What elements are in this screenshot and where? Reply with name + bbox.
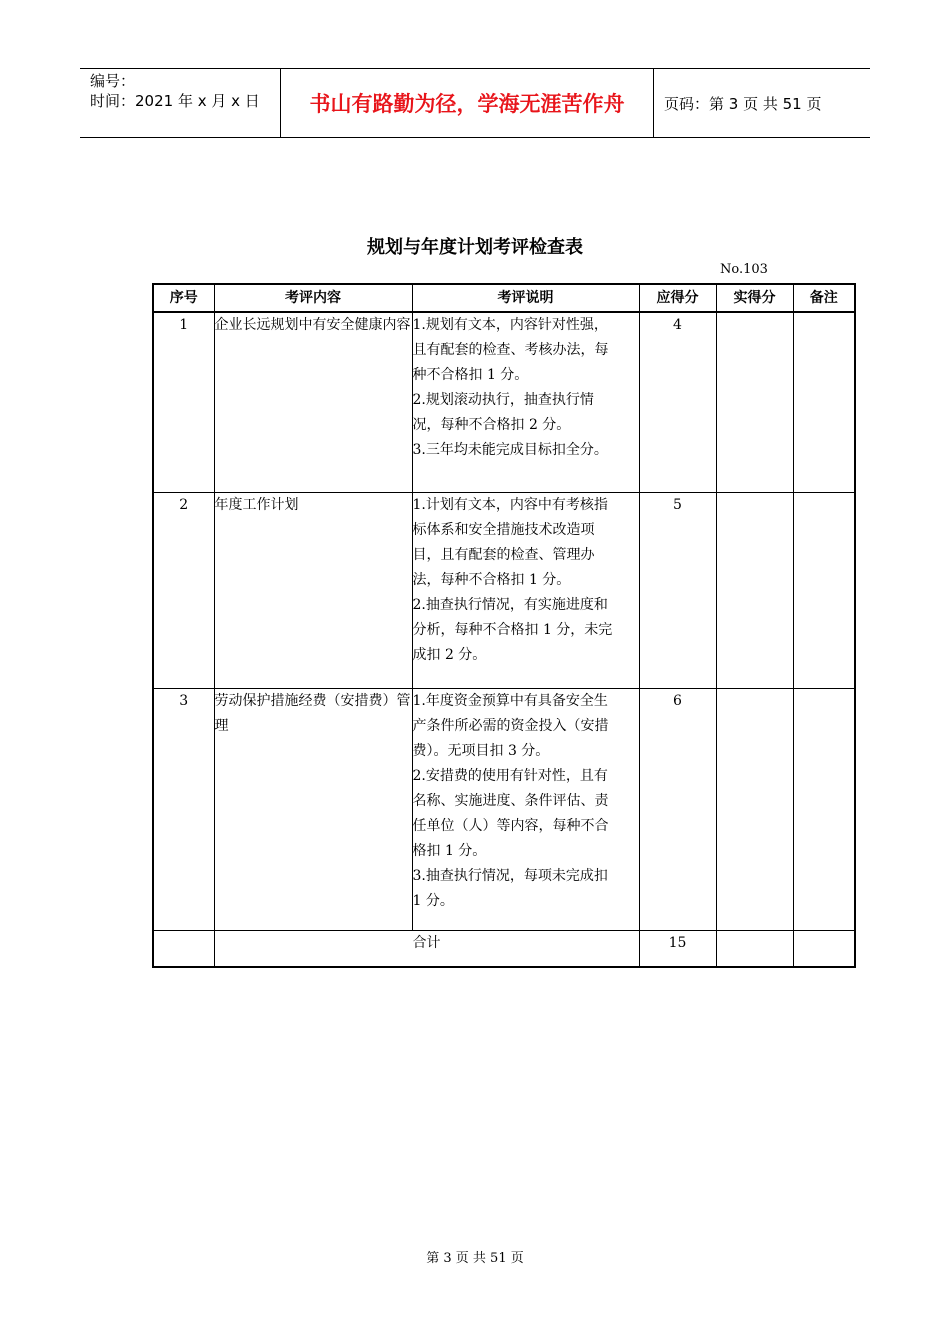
total-score: 15 bbox=[639, 930, 716, 967]
desc-line: 产条件所必需的资金投入（安措 bbox=[412, 717, 609, 734]
desc-line: 标体系和安全措施技术改造项 bbox=[412, 521, 595, 538]
header-meta bbox=[80, 69, 280, 137]
col-header-actual: 实得分 bbox=[716, 284, 793, 312]
row-score: 5 bbox=[639, 492, 716, 688]
row-score: 6 bbox=[639, 688, 716, 930]
desc-line: 格扣 1 分。 bbox=[412, 842, 487, 859]
row-content: 劳动保护措施经费（安措费）管理 bbox=[214, 688, 412, 930]
serial-label: 编号： bbox=[90, 72, 136, 90]
desc-line: 况，每种不合格扣 2 分。 bbox=[412, 417, 571, 433]
desc-line: 目，且有配套的检查、管理办 bbox=[412, 546, 595, 563]
row-score: 4 bbox=[639, 312, 716, 492]
table-row bbox=[153, 688, 855, 930]
col-header-desc: 考评说明 bbox=[412, 284, 639, 312]
total-remark bbox=[793, 930, 855, 967]
desc-line: 1.年度资金预算中有具备安全生 bbox=[412, 692, 608, 709]
page-header bbox=[80, 68, 870, 138]
desc-line: 1.规划有文本，内容针对性强， bbox=[412, 317, 608, 333]
date-text: 时间：2021 年 x 月 x 日 bbox=[90, 92, 260, 110]
total-label: 合计 bbox=[214, 930, 639, 967]
desc-line: 费）。无项目扣 3 分。 bbox=[412, 742, 550, 759]
desc-line: 2.规划滚动执行，抽查执行情 bbox=[412, 392, 594, 408]
row-no: 1 bbox=[153, 312, 214, 492]
desc-line: 2.抽查执行情况，有实施进度和 bbox=[412, 596, 608, 613]
evaluation-table bbox=[152, 283, 856, 968]
desc-line: 3.三年均未能完成目标扣全分。 bbox=[412, 442, 608, 458]
row-desc bbox=[412, 492, 639, 688]
row-remark bbox=[793, 688, 855, 930]
document-title: 规划与年度计划考评检查表 bbox=[367, 237, 583, 258]
row-content: 年度工作计划 bbox=[214, 492, 412, 688]
row-remark bbox=[793, 312, 855, 492]
desc-line: 3.抽查执行情况，每项未完成扣 bbox=[412, 867, 608, 884]
col-header-remark: 备注 bbox=[793, 284, 855, 312]
row-actual bbox=[716, 312, 793, 492]
row-desc bbox=[412, 312, 639, 492]
col-header-score: 应得分 bbox=[639, 284, 716, 312]
desc-line: 任单位（人）等内容，每种不合 bbox=[412, 817, 609, 834]
header-motto: 书山有路勤为径，学海无涯苦作舟 bbox=[280, 69, 654, 137]
page-footer: 第 3 页 共 51 页 bbox=[426, 1251, 524, 1266]
desc-line: 分析，每种不合格扣 1 分，未完 bbox=[412, 621, 613, 638]
desc-line: 1.计划有文本，内容中有考核指 bbox=[412, 496, 608, 513]
desc-line: 法，每种不合格扣 1 分。 bbox=[412, 571, 571, 588]
document-number: No.103 bbox=[720, 262, 768, 277]
desc-line: 成扣 2 分。 bbox=[412, 646, 487, 663]
col-header-no: 序号 bbox=[153, 284, 214, 312]
desc-line: 名称、实施进度、条件评估、责 bbox=[412, 792, 609, 809]
total-no-cell bbox=[153, 930, 214, 967]
header-page-number: 页码：第 3 页 共 51 页 bbox=[664, 94, 822, 113]
row-remark bbox=[793, 492, 855, 688]
desc-line: 种不合格扣 1 分。 bbox=[412, 367, 529, 383]
row-desc bbox=[412, 688, 639, 930]
table-row bbox=[153, 312, 855, 492]
row-content: 企业长远规划中有安全健康内容 bbox=[214, 312, 412, 492]
total-actual bbox=[716, 930, 793, 967]
table-header-row bbox=[153, 284, 855, 312]
table-row bbox=[153, 492, 855, 688]
col-header-content: 考评内容 bbox=[214, 284, 412, 312]
row-actual bbox=[716, 492, 793, 688]
desc-line: 2.安措费的使用有针对性，且有 bbox=[412, 767, 608, 784]
desc-line: 且有配套的检查、考核办法，每 bbox=[412, 342, 609, 358]
row-actual bbox=[716, 688, 793, 930]
total-row bbox=[153, 930, 855, 967]
desc-line: 1 分。 bbox=[412, 892, 454, 909]
row-no: 2 bbox=[153, 492, 214, 688]
row-no: 3 bbox=[153, 688, 214, 930]
